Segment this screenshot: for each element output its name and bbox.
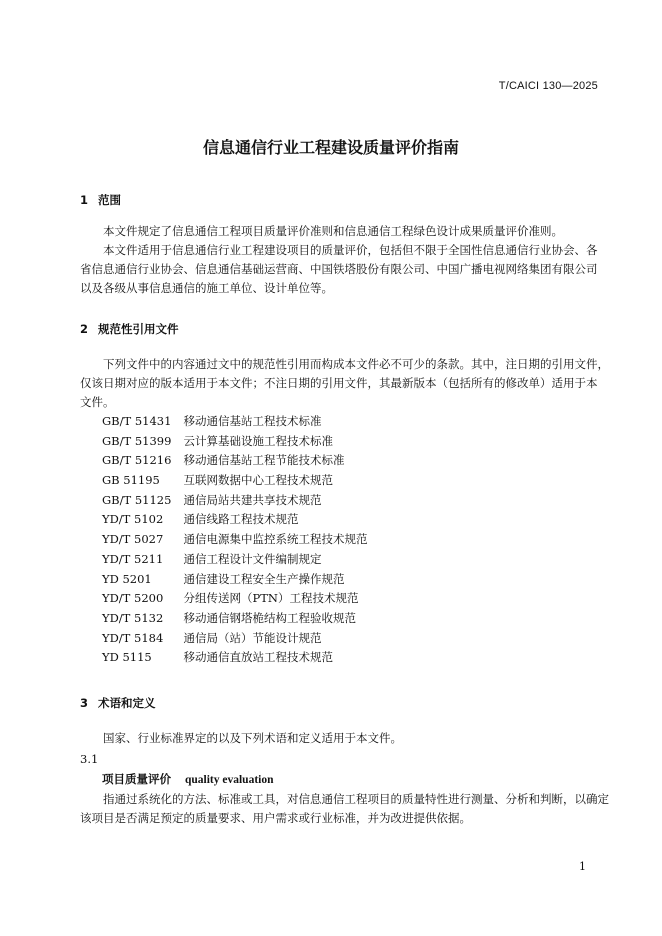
reference-code: GB 51195	[102, 473, 160, 488]
section-heading-terms	[80, 695, 156, 711]
reference-title: 移动通信基站工程节能技术标准	[183, 453, 345, 468]
section-heading-scope	[80, 192, 121, 208]
term-chinese: 项目质量评价	[102, 772, 171, 786]
reference-code: YD/T 5184	[102, 630, 164, 645]
reference-title: 移动通信钢塔桅结构工程验收规范	[183, 610, 356, 625]
reference-code: GB/T 51431	[102, 414, 172, 428]
reference-code: GB/T 51216	[102, 453, 172, 468]
reference-code: YD/T 5027	[102, 532, 164, 547]
term-english: quality evaluation	[185, 774, 274, 786]
reference-item	[102, 491, 368, 511]
reference-title: 移动通信基站工程技术标准	[183, 414, 322, 428]
section-heading-normative	[80, 321, 179, 337]
paragraph-line: 国家、行业标准界定的以及下列术语和定义适用于本文件。	[103, 731, 402, 745]
normative-intro	[80, 355, 609, 412]
paragraph-line: 文件。	[80, 395, 115, 409]
paragraph-line: 本文件适用于信息通信行业工程建设项目的质量评价，包括但不限于全国性信息通信行业协会、各	[103, 243, 598, 257]
reference-title: 云计算基础设施工程技术标准	[183, 433, 333, 448]
reference-code: GB/T 51125	[102, 492, 172, 507]
reference-code: YD 5201	[102, 571, 152, 586]
reference-item	[102, 609, 368, 629]
paragraph-line: 以及各级从事信息通信的施工单位、设计单位等。	[80, 281, 333, 295]
reference-code: YD/T 5102	[102, 512, 164, 527]
paragraph-line: 省信息通信行业协会、信息通信基础运营商、中国铁塔股份有限公司、中国广播电视网络集团有限公司	[80, 262, 598, 276]
reference-title: 通信工程设计文件编制规定	[183, 551, 322, 566]
reference-item	[102, 510, 368, 530]
term-entry	[102, 771, 274, 787]
reference-code: YD/T 5132	[102, 610, 164, 625]
section-title: 术语和定义	[98, 696, 156, 710]
document-title: 信息通信行业工程建设质量评价指南	[202, 138, 459, 157]
reference-title: 通信电源集中监控系统工程技术规范	[183, 532, 368, 547]
term-number: 3.1	[80, 752, 99, 766]
reference-item	[102, 412, 368, 432]
terms-intro	[80, 729, 600, 748]
section-title: 范围	[98, 193, 121, 207]
paragraph-line: 下列文件中的内容通过文中的规范性引用而构成本文件必不可少的条款。其中，注日期的引用文件，	[103, 357, 609, 371]
reference-title: 通信建设工程安全生产操作规范	[183, 571, 345, 586]
reference-code: GB/T 51399	[102, 433, 172, 448]
reference-code: YD/T 5211	[102, 551, 164, 566]
reference-item	[102, 589, 368, 609]
reference-item	[102, 530, 368, 550]
reference-item	[102, 432, 368, 452]
reference-list	[102, 412, 368, 668]
reference-title: 通信局（站）节能设计规范	[183, 630, 322, 645]
section-number: 1	[80, 193, 89, 207]
reference-code: YD 5115	[102, 650, 152, 665]
section-title: 规范性引用文件	[98, 322, 179, 336]
section-number: 3	[80, 696, 89, 710]
reference-item	[102, 629, 368, 649]
section-number: 2	[80, 322, 89, 336]
page-number: 1	[579, 860, 586, 873]
scope-paragraph-2	[80, 241, 600, 298]
term-definition	[80, 790, 609, 828]
reference-title: 通信局站共建共享技术规范	[183, 492, 322, 507]
reference-code: YD/T 5200	[102, 591, 164, 606]
paragraph-line: 该项目是否满足预定的质量要求、用户需求或行业标准，并为改进提供依据。	[80, 811, 471, 825]
reference-title: 移动通信直放站工程技术规范	[183, 650, 333, 665]
reference-item	[102, 648, 368, 668]
reference-title: 互联网数据中心工程技术规范	[183, 473, 333, 488]
paragraph-line: 仅该日期对应的版本适用于本文件；不注日期的引用文件，其最新版本（包括所有的修改单）适用于本	[80, 376, 598, 390]
scope-paragraph-1	[80, 222, 600, 241]
reference-item	[102, 451, 368, 471]
paragraph-line: 本文件规定了信息通信工程项目质量评价准则和信息通信工程绿色设计成果质量评价准则。	[103, 224, 563, 238]
reference-item	[102, 570, 368, 590]
standard-code: T/CAICI 130—2025	[498, 80, 598, 92]
reference-title: 通信线路工程技术规范	[183, 512, 299, 527]
reference-title: 分组传送网（PTN）工程技术规范	[183, 591, 359, 606]
reference-item	[102, 471, 368, 491]
paragraph-line: 指通过系统化的方法、标准或工具，对信息通信工程项目的质量特性进行测量、分析和判断，以确定	[103, 792, 609, 806]
reference-item	[102, 550, 368, 570]
